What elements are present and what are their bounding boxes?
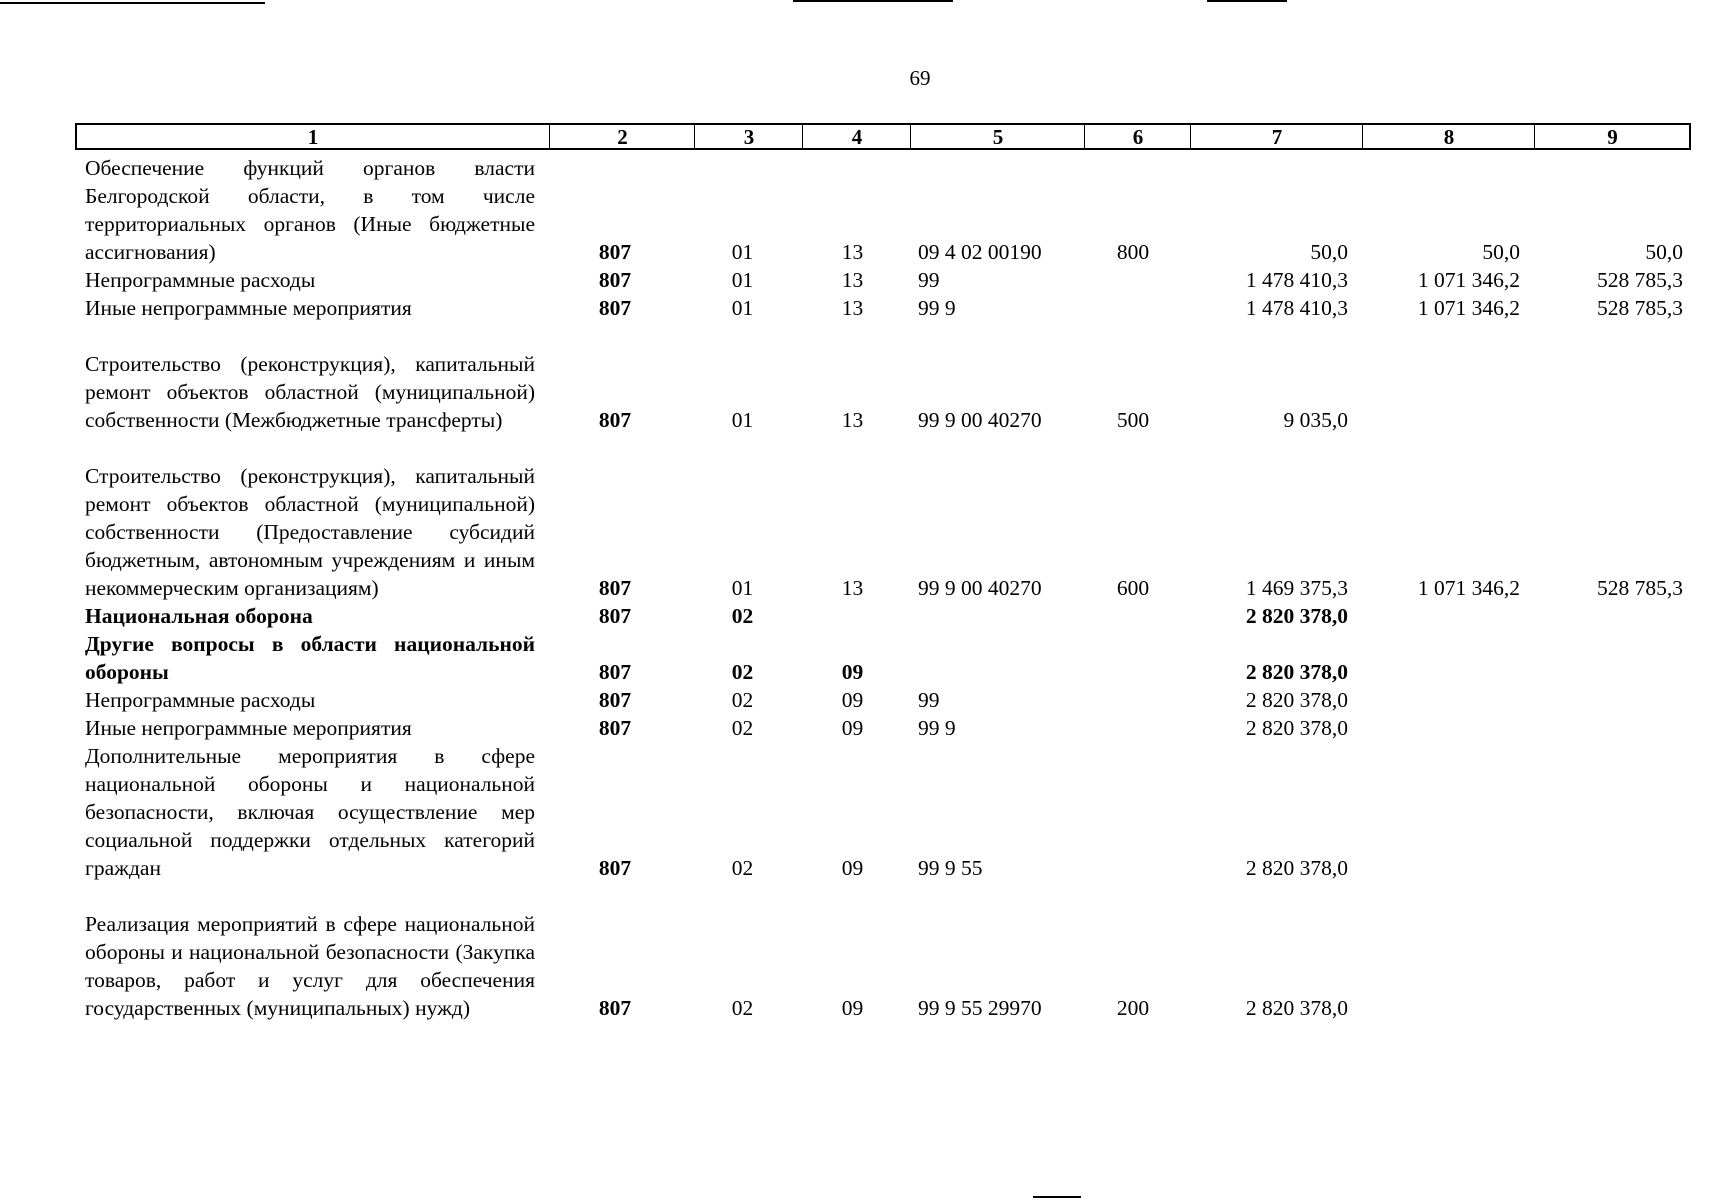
row-code-6: 600 (1116, 576, 1150, 600)
row-code-3: 02 (731, 604, 754, 628)
table-row (0, 742, 1709, 882)
scan-artifact-line (1033, 1196, 1081, 1198)
row-name: Непрограммные расходы (85, 268, 316, 292)
row-value-9: 528 785,3 (1597, 576, 1683, 600)
row-code-4: 13 (841, 296, 864, 320)
row-code-3: 01 (731, 296, 754, 320)
row-code-2: 807 (598, 688, 632, 712)
table-row (0, 882, 1709, 1022)
header-col-1: 1 (307, 125, 319, 149)
row-code-4: 13 (841, 240, 864, 264)
row-code-3: 01 (731, 576, 754, 600)
row-code-5: 99 (918, 268, 940, 292)
row-code-4: 13 (841, 408, 864, 432)
row-code-5: 99 9 (918, 716, 956, 740)
row-code-5: 99 9 (918, 296, 956, 320)
row-value-8: 1 071 346,2 (1417, 296, 1520, 320)
table-row (0, 602, 1709, 630)
row-value-7: 50,0 (1310, 240, 1348, 264)
scan-artifact-line (1207, 0, 1287, 2)
row-code-3: 02 (731, 688, 754, 712)
scan-artifact-line (0, 2, 265, 4)
row-code-3: 02 (731, 660, 754, 684)
table-row (0, 294, 1709, 322)
table-row (0, 150, 1709, 266)
row-code-2: 807 (598, 240, 632, 264)
header-col-7: 7 (1190, 125, 1363, 148)
row-value-7: 2 820 378,0 (1245, 688, 1348, 712)
row-name: Иные непрограммные мероприятия (85, 296, 412, 320)
row-value-9: 528 785,3 (1597, 268, 1683, 292)
row-name: Реализация мероприятий в сфере национальной обороны и национальной безопасности (Закупка товаров, работ и услуг для обеспечения государственных (муниципальных) нужд) (85, 912, 535, 1020)
header-col-5: 5 (910, 125, 1085, 148)
table-row (0, 686, 1709, 714)
header-col-8: 8 (1362, 125, 1535, 148)
row-code-4: 09 (841, 660, 864, 684)
row-value-7: 1 478 410,3 (1245, 296, 1348, 320)
row-name: Дополнительные мероприятия в сфере национальной обороны и национальной безопасности, включая осуществление мер социальной поддержки отдельных категорий граждан (85, 744, 535, 880)
scan-artifact-line (793, 0, 953, 2)
row-code-6: 200 (1116, 996, 1150, 1020)
row-value-8: 1 071 346,2 (1417, 268, 1520, 292)
table-row (0, 322, 1709, 434)
row-name: Строительство (реконструкция), капитальный ремонт объектов областной (муниципальной) собственности (Межбюджетные трансферты) (85, 352, 535, 432)
row-name: Национальная оборона (85, 604, 313, 628)
row-code-3: 02 (731, 996, 754, 1020)
row-code-3: 02 (731, 856, 754, 880)
row-code-3: 01 (731, 240, 754, 264)
row-code-5: 09 4 02 00190 (918, 240, 1042, 264)
row-name: Иные непрограммные мероприятия (85, 716, 412, 740)
row-value-7: 9 035,0 (1283, 408, 1348, 432)
row-code-4: 09 (841, 688, 864, 712)
row-value-7: 2 820 378,0 (1245, 856, 1348, 880)
row-code-6: 800 (1116, 240, 1150, 264)
row-value-8: 1 071 346,2 (1417, 576, 1520, 600)
row-code-5: 99 (918, 688, 940, 712)
table-header (75, 123, 1691, 150)
row-code-5: 99 9 55 (918, 856, 983, 880)
row-value-7: 2 820 378,0 (1245, 996, 1348, 1020)
row-code-5: 99 9 00 40270 (918, 408, 1042, 432)
table-row (0, 266, 1709, 294)
table-row (0, 630, 1709, 686)
row-code-3: 01 (731, 268, 754, 292)
row-code-2: 807 (598, 268, 632, 292)
header-col-4: 4 (802, 125, 911, 148)
row-name: Непрограммные расходы (85, 688, 316, 712)
row-code-2: 807 (598, 576, 632, 600)
row-code-5: 99 9 00 40270 (918, 576, 1042, 600)
row-value-7: 2 820 378,0 (1245, 660, 1348, 684)
row-code-5: 99 9 55 29970 (918, 996, 1042, 1020)
row-value-7: 2 820 378,0 (1245, 716, 1348, 740)
header-col-2: 2 (549, 125, 695, 148)
row-code-4: 09 (841, 996, 864, 1020)
row-name: Обеспечение функций органов власти Белгородской области, в том числе территориальных органов (Иные бюджетные ассигнования) (85, 156, 535, 264)
row-code-3: 02 (731, 716, 754, 740)
row-code-4: 09 (841, 716, 864, 740)
row-value-7: 1 469 375,3 (1245, 576, 1348, 600)
row-name: Строительство (реконструкция), капитальный ремонт объектов областной (муниципальной) собственности (Предоставление субсидий бюджетным, автономным учреждениям и иным некоммерческим организациям) (85, 464, 535, 600)
row-code-2: 807 (598, 408, 632, 432)
page-number: 69 (909, 66, 931, 90)
row-value-9: 50,0 (1645, 240, 1683, 264)
row-code-4: 13 (841, 268, 864, 292)
row-value-7: 1 478 410,3 (1245, 268, 1348, 292)
row-code-2: 807 (598, 716, 632, 740)
row-name: Другие вопросы в области национальной обороны (85, 632, 535, 684)
header-col-6: 6 (1084, 125, 1191, 148)
row-code-6: 500 (1116, 408, 1150, 432)
row-code-2: 807 (598, 660, 632, 684)
row-code-2: 807 (598, 856, 632, 880)
row-code-2: 807 (598, 604, 632, 628)
row-code-2: 807 (598, 296, 632, 320)
row-value-9: 528 785,3 (1597, 296, 1683, 320)
row-value-8: 50,0 (1482, 240, 1520, 264)
row-value-7: 2 820 378,0 (1245, 604, 1348, 628)
row-code-3: 01 (731, 408, 754, 432)
table-row (0, 434, 1709, 602)
header-col-3: 3 (694, 125, 803, 148)
header-col-9: 9 (1534, 125, 1690, 148)
row-code-4: 13 (841, 576, 864, 600)
row-code-2: 807 (598, 996, 632, 1020)
table-row (0, 714, 1709, 742)
row-code-4: 09 (841, 856, 864, 880)
